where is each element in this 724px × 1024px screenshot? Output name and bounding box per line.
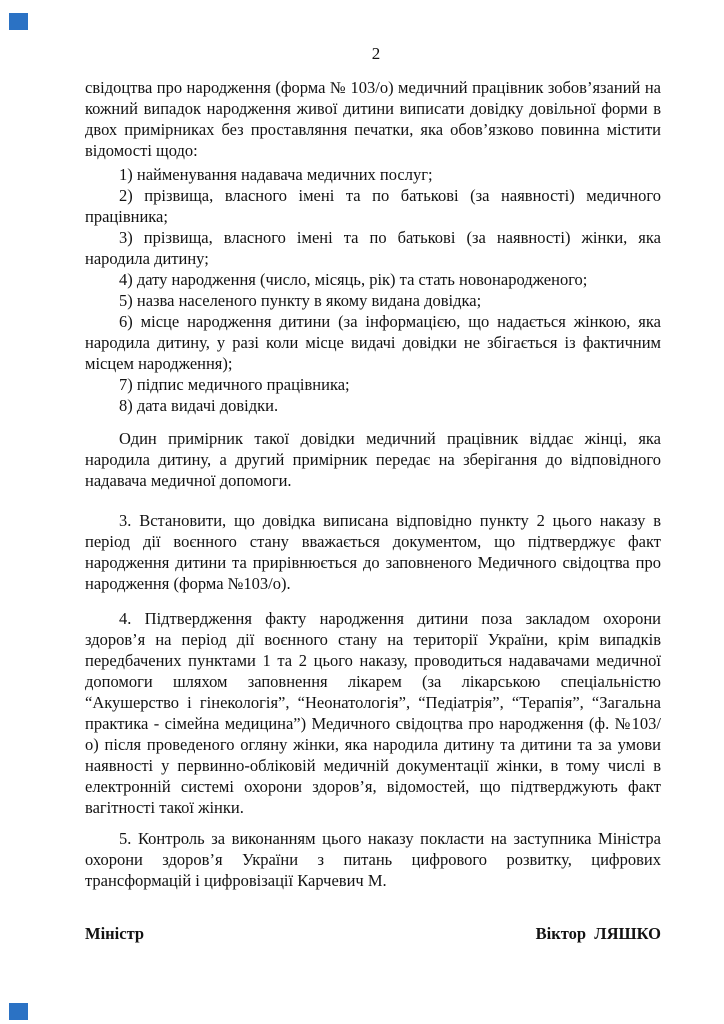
list-item-2: 2) прізвища, власного імені та по батькові (за наявності) медичного працівника; [85, 186, 661, 226]
document-body [85, 77, 661, 944]
list-item-1: 1) найменування надавача медичних послуг; [119, 165, 433, 184]
list-item-3: 3) прізвища, власного імені та по батькові (за наявності) жінки, яка народила дитину; [85, 228, 661, 268]
paragraph-copies: Один примірник такої довідки медичний працівник віддає жінці, яка народила дитину, а другий примірник передає на зберігання до відповідного надавача медичної допомоги. [85, 429, 661, 490]
corner-marker-top [9, 13, 28, 30]
paragraph-point-4: 4. Підтвердження факту народження дитини поза закладом охорони здоров’я на період дії воєнного стану на території України, крім випадків передбачених пунктами 1 та 2 цього наказу, проводиться надавачами медичної допомоги шляхом заповнення лікарем (за лікарською спеціальністю “Акушерство і гінекологія”, “Неонатологія”, “Педіатрія”, “Терапія”, “Загальна практика - сімейна медицина”) Медичного свідоцтва про народження (ф. №103/о) після проведеного огляну жінки, яка народила дитину та дитини та за умови наявності у первинно-обліковій медичній документації жінки, в тому числі в електронній системі охорони здоров’я, відомостей, що підтверджують факт вагітності такої жінки. [85, 609, 661, 817]
paragraph-continuation: свідоцтва про народження (форма № 103/о) медичний працівник зобов’язаний на кожний випадок народження живої дитини виписати довідку довільної форми в двох примірниках без проставляння печатки, яка обов’язково повинна містити відомості щодо: [85, 78, 661, 160]
corner-marker-bottom [9, 1003, 28, 1020]
page-number: 2 [371, 44, 381, 63]
list-item-8: 8) дата видачі довідки. [119, 396, 279, 415]
paragraph-point-5: 5. Контроль за виконанням цього наказу покласти на заступника Міністра охорони здоров’я України з питань цифрового розвитку, цифрових трансформацій і цифровізації Карчевич М. [85, 829, 661, 890]
list-item-4: 4) дату народження (число, місяць, рік) та стать новонародженого; [119, 270, 588, 289]
paragraph-point-3: 3. Встановити, що довідка виписана відповідно пункту 2 цього наказу в період дії воєнного стану вважається документом, що підтверджує факт народження дитини та прирівнюється до заповненого Медичного свідоцтва про народження (форма №103/о). [85, 511, 661, 593]
signature-title: Міністр [85, 924, 145, 943]
list-item-5: 5) назва населеного пункту в якому видана довідка; [119, 291, 482, 310]
signature-name: Віктор ЛЯШКО [535, 924, 661, 943]
signature-row [85, 923, 661, 944]
list-item-6: 6) місце народження дитини (за інформацією, що надається жінкою, яка народила дитину, у разі коли місце видачі довідки не збігається із фактичним місцем народження); [85, 312, 661, 373]
list-item-7: 7) підпис медичного працівника; [119, 375, 350, 394]
